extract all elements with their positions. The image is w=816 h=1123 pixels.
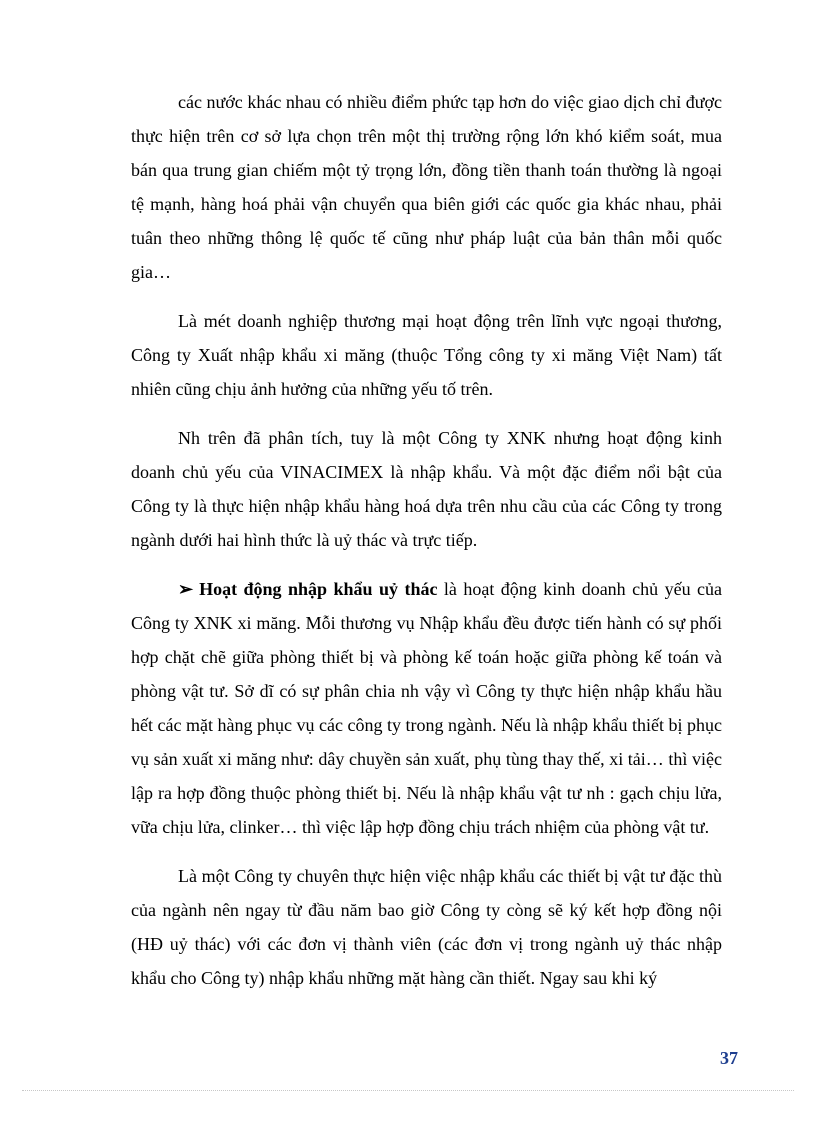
page-number: 37 [720, 1048, 738, 1068]
paragraph-spacer [131, 557, 722, 572]
paragraph-4-text: là hoạt động kinh doanh chủ yếu của Công ty XNK xi măng. Mỗi thương vụ Nhập khẩu đều được tiến hành có sự phối hợp chặt chẽ giữa phòng thiết bị và phòng kế toán hoặc giữa phòng kế toán và phòng vật tư. Sở dĩ có sự phân chia nh vậy vì Công ty thực hiện nhập khẩu hầu hết các mặt hàng phục vụ các công ty trong ngành. Nếu là nhập khẩu thiết bị phục vụ sản xuất xi măng như: dây chuyền sản xuất, phụ tùng thay thế, xi tải… thì việc lập ra hợp đồng thuộc phòng thiết bị. Nếu là nhập khẩu vật tư nh : gạch chịu lửa, vữa chịu lửa, clinker… thì việc lập hợp đồng chịu trách nhiệm của phòng vật tư. [131, 579, 722, 837]
paragraph-5-text: Là một Công ty chuyên thực hiện việc nhập khẩu các thiết bị vật tư đặc thù của ngành nên ngay từ đầu năm bao giờ Công ty còng sẽ ký kết hợp đồng nội (HĐ uỷ thác) với các đơn vị thành viên (các đơn vị trong ngành uỷ thác nhập khẩu cho Công ty) nhập khẩu những mặt hàng cần thiết. Ngay sau khi ký [131, 866, 722, 988]
footer-dotted-divider [22, 1090, 794, 1091]
paragraph-spacer [131, 406, 722, 421]
paragraph-4-bullet [131, 572, 722, 844]
paragraph-4-heading: Hoạt động nhập khẩu uỷ thác [199, 579, 438, 599]
paragraph-5 [131, 859, 722, 995]
document-body [131, 85, 722, 995]
paragraph-1 [131, 85, 722, 289]
paragraph-1-text: các nước khác nhau có nhiều điểm phức tạp hơn do việc giao dịch chỉ được thực hiện trên cơ sở lựa chọn trên một thị trường rộng lớn khó kiểm soát, mua bán qua trung gian chiếm một tỷ trọng lớn, đồng tiền thanh toán thường là ngoại tệ mạnh, hàng hoá phải vận chuyển qua biên giới các quốc gia khác nhau, phải tuân theo những thông lệ quốc tế cũng như pháp luật của bản thân mỗi quốc gia… [131, 92, 722, 282]
paragraph-2-text: Là mét doanh nghiệp thương mại hoạt động trên lĩnh vực ngoại thương, Công ty Xuất nhập khẩu xi măng (thuộc Tổng công ty xi măng Việt Nam) tất nhiên cũng chịu ảnh hưởng của những yếu tố trên. [131, 311, 722, 399]
paragraph-3 [131, 421, 722, 557]
arrow-bullet-icon: ➢ [178, 579, 194, 599]
paragraph-2 [131, 304, 722, 406]
paragraph-3-text: Nh trên đã phân tích, tuy là một Công ty XNK nhưng hoạt động kinh doanh chủ yếu của VINACIMEX là nhập khẩu. Và một đặc điểm nổi bật của Công ty là thực hiện nhập khẩu hàng hoá dựa trên nhu cầu của các Công ty trong ngành dưới hai hình thức là uỷ thác và trực tiếp. [131, 428, 722, 550]
paragraph-spacer [131, 844, 722, 859]
paragraph-spacer [131, 289, 722, 304]
